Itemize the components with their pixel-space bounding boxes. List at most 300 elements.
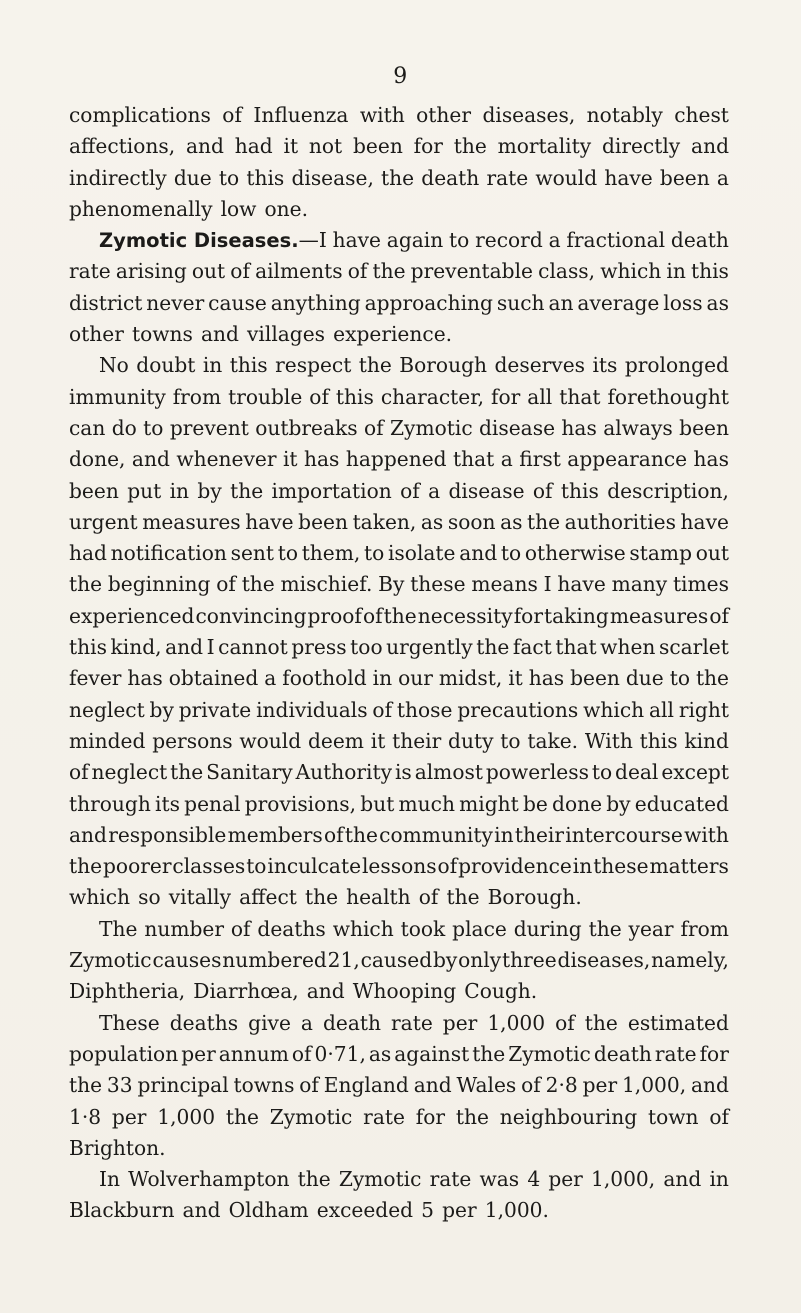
- text-line: [69, 663, 729, 694]
- text-line: [69, 1164, 729, 1195]
- word: average: [577, 290, 660, 315]
- word: lessons: [361, 854, 437, 879]
- word: these: [593, 854, 649, 879]
- text-line: [69, 538, 729, 569]
- word: death: [593, 1041, 652, 1066]
- word: was: [479, 1167, 520, 1192]
- word: to: [669, 666, 690, 691]
- word: stamp: [629, 541, 692, 566]
- text-run: [299, 225, 729, 256]
- text-line: [69, 225, 729, 256]
- word: precautions: [457, 697, 579, 722]
- word: affect: [239, 885, 297, 910]
- word: the: [225, 1104, 259, 1129]
- word: Blackburn: [69, 1198, 175, 1223]
- word: by: [149, 697, 174, 722]
- word: by: [433, 948, 458, 973]
- word: intercourse: [565, 822, 683, 847]
- word: Influenza: [253, 103, 349, 127]
- word: is: [394, 760, 412, 785]
- word: class,: [538, 259, 596, 284]
- paragraph-death-rate: [69, 1008, 729, 1164]
- word: In: [99, 1167, 120, 1192]
- word: never: [146, 290, 205, 315]
- word: those: [396, 697, 453, 722]
- word: approaching: [364, 290, 493, 315]
- word: 21,: [327, 948, 360, 973]
- word: towns: [131, 322, 193, 347]
- word: diseases,: [482, 103, 576, 127]
- word: persons: [152, 728, 233, 753]
- word: have: [332, 228, 381, 253]
- word: 1,000: [157, 1104, 216, 1129]
- text-line: [69, 319, 729, 350]
- word: 0·71,: [314, 1041, 366, 1066]
- word: the: [304, 885, 339, 910]
- word: in: [494, 822, 514, 847]
- word: have: [245, 509, 294, 534]
- word: cannot: [218, 635, 288, 660]
- word: for: [415, 1104, 446, 1129]
- word: loss: [663, 290, 703, 315]
- word: 5: [421, 1198, 435, 1223]
- word: 4: [527, 1167, 541, 1192]
- word: their: [392, 728, 442, 753]
- word: which: [332, 916, 394, 941]
- word: of: [709, 1104, 729, 1129]
- word: not: [308, 134, 343, 159]
- word: outbreaks: [255, 415, 358, 440]
- word: death: [322, 1010, 381, 1035]
- word: members: [227, 822, 323, 847]
- word: ailments: [255, 259, 343, 284]
- word: this: [690, 259, 729, 284]
- text-line: [69, 1070, 729, 1101]
- word: provisions,: [244, 791, 357, 816]
- word: in: [372, 666, 393, 691]
- word: had: [69, 541, 107, 566]
- word: times: [672, 572, 729, 597]
- word: Zymotic: [269, 1104, 353, 1129]
- word: authorities: [564, 509, 676, 534]
- word: a: [716, 165, 729, 190]
- word: indirectly: [69, 165, 167, 190]
- word: midst,: [438, 666, 503, 691]
- word: experience.: [333, 322, 453, 347]
- word: the: [476, 635, 510, 660]
- word: to: [591, 760, 613, 785]
- word: and: [663, 1167, 702, 1192]
- word: death: [421, 165, 480, 190]
- word: of: [362, 603, 383, 628]
- word: and: [185, 134, 224, 159]
- text-line: [69, 444, 729, 475]
- word: private: [178, 697, 252, 722]
- word: phenomenally: [69, 196, 213, 221]
- word: by: [197, 478, 222, 503]
- word: these: [410, 572, 466, 597]
- word: to: [277, 541, 298, 566]
- page-number: 9: [393, 64, 408, 89]
- word: doubt: [136, 353, 196, 378]
- word: population: [69, 1041, 179, 1066]
- word: of: [555, 1010, 575, 1035]
- word: means: [471, 572, 538, 597]
- word: that: [453, 447, 495, 472]
- word: the: [69, 1073, 103, 1098]
- word: and: [691, 134, 729, 159]
- word: as: [500, 509, 523, 534]
- word: of: [437, 854, 458, 879]
- word: chest: [674, 103, 729, 127]
- word: has: [528, 666, 565, 691]
- word: Brighton.: [69, 1135, 166, 1160]
- word: disease: [448, 478, 525, 503]
- word: to: [500, 541, 522, 566]
- word: during: [513, 916, 582, 941]
- word: done,: [69, 447, 126, 472]
- word: namely,: [651, 948, 729, 973]
- word: of: [347, 259, 368, 284]
- word: health: [346, 885, 411, 910]
- word: These: [99, 1010, 160, 1035]
- word: to: [364, 541, 385, 566]
- word: Zymotic: [390, 415, 473, 440]
- word: of: [521, 1073, 541, 1098]
- word: from: [680, 916, 729, 941]
- word: and: [200, 322, 239, 347]
- paragraph-zymotic-deaths: [69, 914, 729, 1008]
- text-line: [69, 350, 729, 381]
- word: per: [442, 1198, 477, 1223]
- word: beginning: [107, 572, 211, 597]
- word: per: [442, 1010, 478, 1035]
- word: would: [535, 165, 598, 190]
- word: of: [372, 697, 393, 722]
- word: as: [706, 290, 729, 315]
- word: kind,: [110, 635, 162, 660]
- word: convincing: [195, 603, 307, 628]
- word: again: [386, 228, 444, 253]
- word: in: [666, 259, 686, 284]
- word: whenever: [176, 447, 277, 472]
- text-line: [69, 1195, 729, 1226]
- word: its: [592, 353, 618, 378]
- word: might: [459, 791, 519, 816]
- word: press: [291, 635, 347, 660]
- word: which: [69, 885, 131, 910]
- word: vitally: [168, 885, 232, 910]
- word: the: [69, 572, 103, 597]
- word: powerless: [485, 760, 589, 785]
- word: first: [519, 447, 561, 472]
- paragraph-influenza: [69, 100, 729, 225]
- word: deaths: [169, 1010, 239, 1035]
- text-line: [69, 632, 729, 663]
- word: forethought: [607, 384, 729, 409]
- word: sent: [230, 541, 275, 566]
- word: deaths: [257, 916, 326, 941]
- word: with: [684, 822, 729, 847]
- word: matters: [649, 854, 729, 879]
- text-line: [69, 945, 729, 976]
- word: kind: [684, 728, 729, 753]
- word: measures: [609, 603, 709, 628]
- word: district: [69, 290, 143, 315]
- word: 1,000,: [590, 1167, 656, 1192]
- word: to: [218, 165, 240, 190]
- word: the: [372, 259, 406, 284]
- word: urgently: [386, 635, 473, 660]
- word: to: [143, 415, 164, 440]
- word: anything: [270, 290, 361, 315]
- word: the: [695, 666, 729, 691]
- word: it: [370, 728, 386, 753]
- section-heading: Zymotic Diseases.: [99, 229, 299, 253]
- word: of: [222, 103, 242, 127]
- text-line: [69, 413, 729, 444]
- word: a: [500, 447, 513, 472]
- text-line: [69, 601, 729, 632]
- word: neglect: [69, 697, 145, 722]
- word: record: [475, 228, 543, 253]
- paragraph-other-towns: [69, 1164, 729, 1227]
- word: place: [452, 916, 507, 941]
- word: and: [459, 541, 498, 566]
- word: in: [169, 478, 190, 503]
- text-line: [69, 1039, 729, 1070]
- word: can: [69, 415, 106, 440]
- word: the: [455, 1104, 489, 1129]
- word: of: [364, 415, 384, 440]
- word: this: [246, 165, 285, 190]
- word: has: [561, 415, 597, 440]
- word: rate: [429, 1167, 472, 1192]
- word: would: [239, 728, 302, 753]
- word: directly: [601, 134, 681, 159]
- word: them,: [301, 541, 361, 566]
- word: much: [398, 791, 455, 816]
- word: have: [604, 165, 653, 190]
- word: that: [559, 384, 601, 409]
- word: so: [138, 885, 161, 910]
- word: Diphtheria,: [69, 979, 186, 1004]
- word: character,: [380, 384, 485, 409]
- word: appearance: [567, 447, 688, 472]
- text-line: [69, 757, 729, 788]
- word: the: [527, 509, 561, 534]
- word: to: [246, 854, 267, 879]
- word: description,: [607, 478, 729, 503]
- word: other: [69, 322, 124, 347]
- word: a: [264, 666, 277, 691]
- word: Diarrhœa,: [193, 979, 299, 1004]
- word: scarlet: [658, 635, 729, 660]
- word: due: [625, 666, 664, 691]
- word: disease: [479, 415, 556, 440]
- word: notification: [110, 541, 227, 566]
- word: in: [709, 1167, 729, 1192]
- text-line: [69, 914, 729, 945]
- word: With: [584, 728, 633, 753]
- word: of: [323, 822, 344, 847]
- word: duty: [448, 728, 494, 753]
- word: which: [583, 697, 645, 722]
- word: experienced: [69, 603, 195, 628]
- word: done: [552, 791, 603, 816]
- word: cause: [208, 290, 267, 315]
- word: disease,: [291, 165, 374, 190]
- word: been: [298, 509, 348, 534]
- word: had: [234, 134, 273, 159]
- word: this: [335, 384, 374, 409]
- word: the: [69, 854, 103, 879]
- word: notably: [586, 103, 663, 127]
- word: providence: [458, 854, 572, 879]
- word: Borough.: [487, 885, 582, 910]
- word: to: [449, 228, 470, 253]
- word: of: [69, 760, 89, 785]
- word: the: [297, 1167, 331, 1192]
- word: happened: [345, 447, 447, 472]
- word: individuals: [256, 697, 368, 722]
- word: the: [453, 134, 487, 159]
- word: town: [647, 1104, 699, 1129]
- word: —I: [298, 228, 327, 253]
- text-line: [69, 476, 729, 507]
- word: No: [99, 353, 129, 378]
- word: almost: [414, 760, 483, 785]
- word: urgent: [69, 509, 138, 534]
- word: and: [69, 822, 107, 847]
- text-line: [69, 820, 729, 851]
- word: The: [99, 916, 138, 941]
- word: By: [378, 572, 405, 597]
- word: respect: [275, 353, 352, 378]
- paragraph-borough-immunity: [69, 350, 729, 913]
- text-line: [69, 851, 729, 882]
- word: been: [353, 134, 403, 159]
- word: Zymotic: [338, 1167, 422, 1192]
- word: been: [679, 415, 729, 440]
- word: responsible: [108, 822, 227, 847]
- word: in: [572, 854, 593, 879]
- word: our: [398, 666, 433, 691]
- word: been: [659, 165, 710, 190]
- word: with: [359, 103, 405, 127]
- word: for: [699, 1041, 729, 1066]
- word: rate: [391, 1010, 433, 1035]
- word: per: [111, 1104, 147, 1129]
- word: took: [400, 916, 446, 941]
- word: deserves: [494, 353, 586, 378]
- word: mortality: [497, 134, 592, 159]
- word: and: [413, 1073, 452, 1098]
- word: 1,000.: [484, 1198, 549, 1223]
- word: through: [69, 791, 151, 816]
- word: give: [248, 1010, 291, 1035]
- word: causes: [152, 948, 222, 973]
- word: neglect: [91, 760, 168, 785]
- word: soon: [447, 509, 496, 534]
- word: Wolverhampton: [128, 1167, 290, 1192]
- word: its: [155, 791, 180, 816]
- word: has: [127, 666, 163, 691]
- word: rate: [654, 1041, 697, 1066]
- word: that: [555, 635, 597, 660]
- word: have: [680, 509, 729, 534]
- word: of: [400, 478, 420, 503]
- word: immunity: [69, 384, 166, 409]
- word: caused: [360, 948, 433, 973]
- word: death: [670, 228, 729, 253]
- word: this: [639, 728, 678, 753]
- word: of: [216, 572, 236, 597]
- word: three: [502, 948, 557, 973]
- word: a: [300, 1010, 313, 1035]
- word: Whooping: [352, 979, 457, 1004]
- word: only: [458, 948, 502, 973]
- word: other: [416, 103, 472, 127]
- word: has: [693, 447, 729, 472]
- word: Authority: [295, 760, 393, 785]
- word: affections,: [69, 134, 176, 159]
- word: otherwise: [524, 541, 626, 566]
- word: prevent: [169, 415, 249, 440]
- word: Cough.: [464, 979, 538, 1004]
- word: of: [532, 478, 553, 503]
- word: as: [368, 1041, 392, 1066]
- word: the: [230, 478, 264, 503]
- word: poorer: [103, 854, 172, 879]
- word: educated: [634, 791, 729, 816]
- word: deem: [307, 728, 364, 753]
- word: of: [230, 259, 250, 284]
- text-line: [69, 131, 729, 162]
- word: annum: [218, 1041, 289, 1066]
- word: right: [678, 697, 729, 722]
- word: out: [695, 541, 729, 566]
- text-line: [69, 194, 729, 225]
- word: this: [229, 353, 268, 378]
- word: the: [381, 165, 415, 190]
- word: this: [560, 478, 599, 503]
- word: Borough: [399, 353, 488, 378]
- word: be: [522, 791, 548, 816]
- word: numbered: [222, 948, 327, 973]
- text-line: [69, 726, 729, 757]
- word: neighbouring: [499, 1104, 638, 1129]
- word: the: [241, 572, 275, 597]
- word: taking: [544, 603, 609, 628]
- word: all: [649, 697, 674, 722]
- word: per: [181, 1041, 216, 1066]
- word: of: [418, 885, 439, 910]
- word: rate: [69, 259, 111, 284]
- word: minded: [69, 728, 146, 753]
- word: importation: [271, 478, 392, 503]
- word: 1,000,: [621, 1073, 687, 1098]
- text-line: [69, 507, 729, 538]
- word: the: [358, 353, 392, 378]
- word: prolonged: [624, 353, 729, 378]
- word: estimated: [627, 1010, 729, 1035]
- word: necessity: [417, 603, 513, 628]
- text-line: [69, 882, 729, 913]
- paragraph-zymotic-diseases: [69, 225, 729, 350]
- word: in: [202, 353, 223, 378]
- word: the: [344, 822, 378, 847]
